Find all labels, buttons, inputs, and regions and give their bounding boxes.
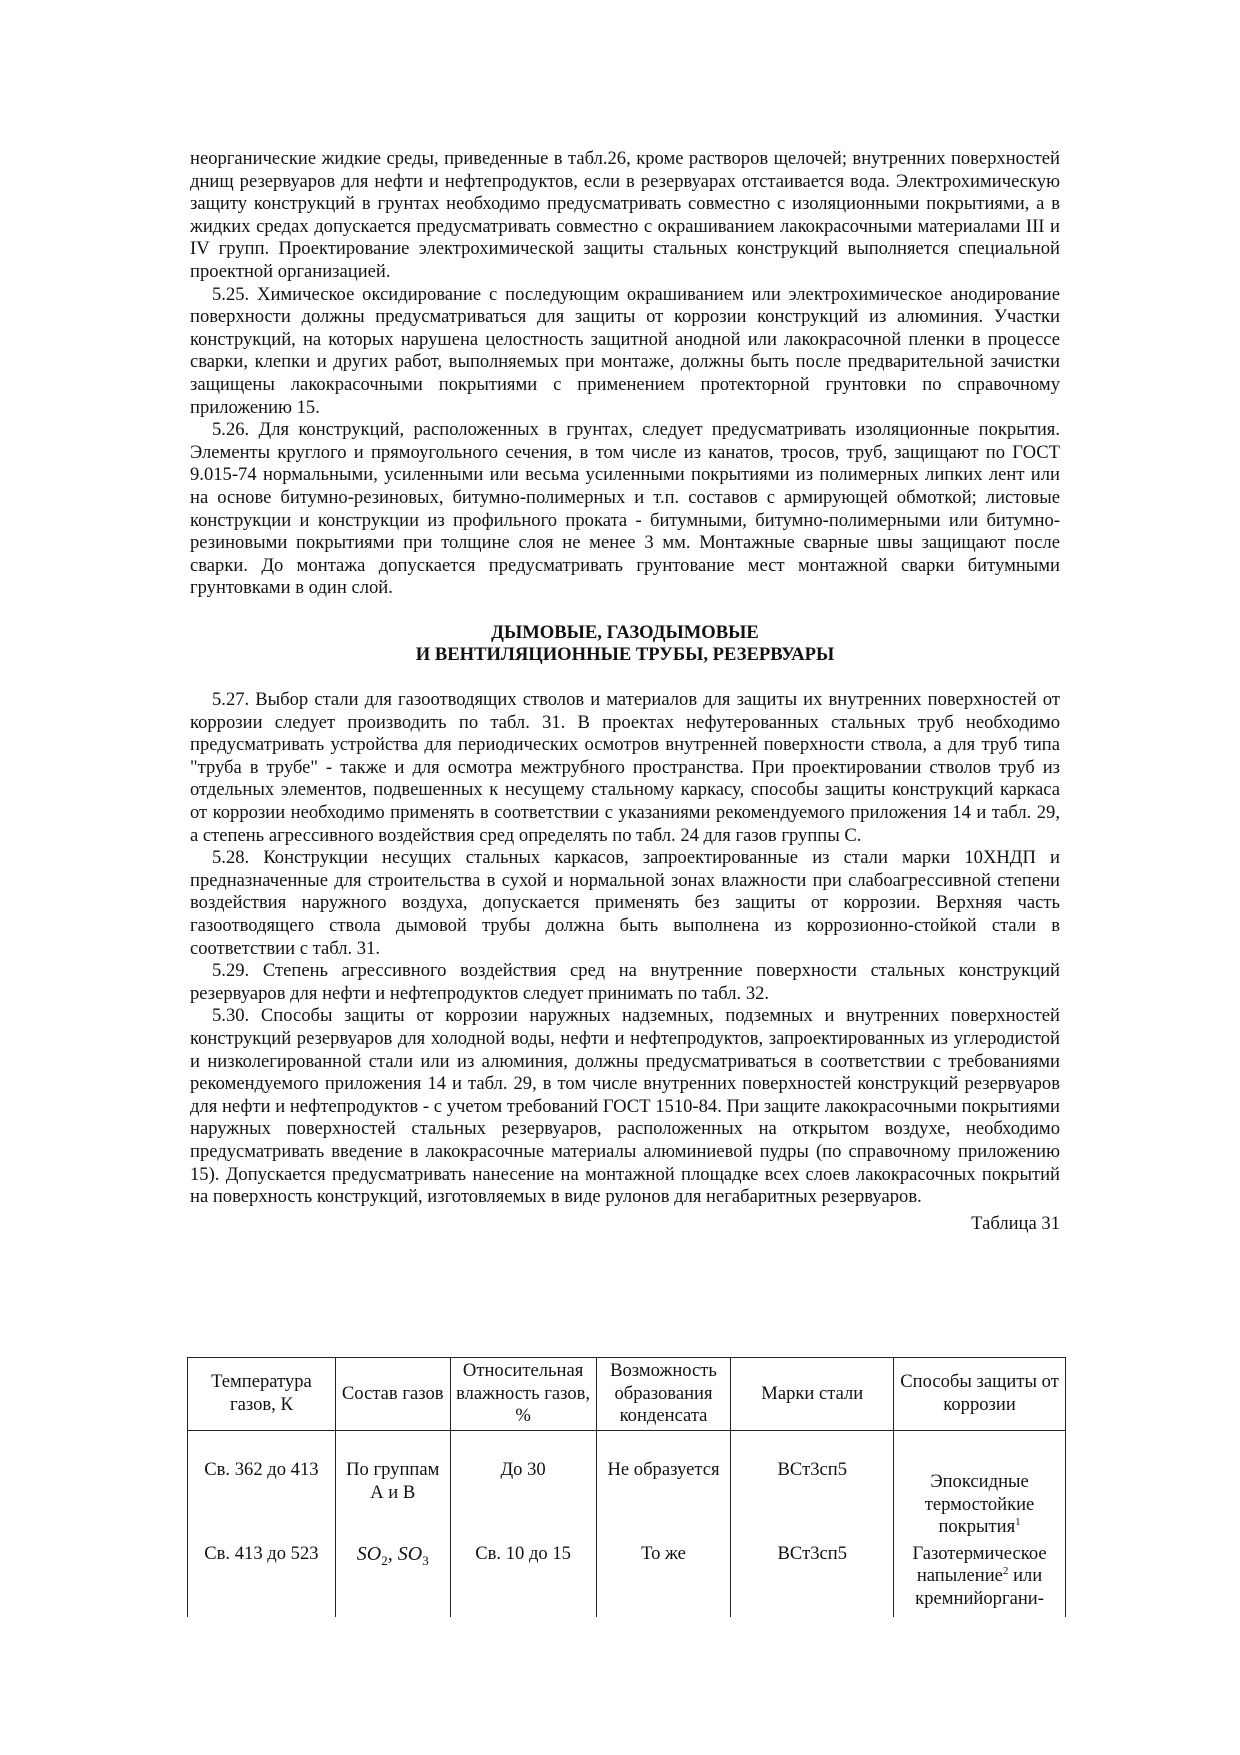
header-steel-grade: Марки стали (731, 1358, 894, 1431)
section-title-line2: И ВЕНТИЛЯЦИОННЫЕ ТРУБЫ, РЕЗЕРВУАРЫ (415, 644, 835, 666)
formula-so3: $SO_3$ (397, 1542, 429, 1568)
cell-humidity: Св. 10 до 15 (450, 1541, 596, 1617)
paragraph-5-28: 5.28. Конструкции несущих стальных каркасов, запроектированные из стали марки 10ХНДП и предназначенные для строительства в сухой и нормальной зонах влажности при слабоагрессивной степени воздействия наружного воздуха, допускается применять без защиты от коррозии. Верхняя часть газоотводящего ствола дымовой трубы должна быть выполнена из коррозионно-стойкой стали в соответствии с табл. 31. (190, 847, 1060, 959)
header-condensate: Возможность образования конденсата (596, 1358, 731, 1431)
paragraph-5-25: 5.25. Химическое оксидирование с последующим окрашиванием или электрохимическое анодирование поверхности должны предусматриваться для защиты от коррозии конструкций из алюминия. Участки конструкций, на которых нарушена целостность защитной анодной или лакокрасочной пленки в процессе сварки, клепки и других работ, выполняемых при монтаже, должны быть после предварительной зачистки защищены лакокрасочными покрытиями с применением протекторной грунтовки по справочному приложению 15. (190, 283, 1060, 418)
table-row (188, 1431, 1066, 1541)
paragraph-continuation: неорганические жидкие среды, приведенные в табл.26, кроме растворов щелочей; внутренних поверхностей днищ резервуаров для нефти и нефтепродуктов, если в резервуарах отстаивается вода. Электрохимическую защиту конструкций в грунтах необходимо предусматривать совместно с изоляционными покрытиями, а в жидких средах допускается предусматривать совместно с окрашиванием лакокрасочными материалами III и IV групп. Проектирование электрохимической защиты стальных конструкций выполняется специальной проектной организацией. (190, 148, 1060, 282)
cell-gas: По группам А и В (335, 1431, 450, 1541)
protection-text: Газотермическое напыление (912, 1542, 1047, 1587)
table-31 (187, 1357, 1066, 1617)
cell-protection (894, 1431, 1066, 1541)
formula-separator: , (387, 1542, 398, 1565)
section-title (190, 622, 1060, 667)
header-protection: Способы защиты от коррозии (894, 1358, 1066, 1431)
header-gas-composition: Состав газов (335, 1358, 450, 1431)
cell-condensate: Не образуется (596, 1431, 731, 1541)
table-caption: Таблица 31 (971, 1212, 1060, 1234)
document-page (190, 148, 1060, 1235)
protection-text: Эпоксидные термостойкие покрытия (924, 1471, 1035, 1538)
paragraph-5-29: 5.29. Степень агрессивного воздействия сред на внутренние поверхности стальных конструкций резервуаров для нефти и нефтепродуктов следует принимать по табл. 32. (190, 960, 1060, 1004)
footnote-marker: 1 (1015, 1516, 1021, 1528)
cell-steel: ВСт3сп5 (731, 1431, 894, 1541)
table-row (188, 1541, 1066, 1617)
paragraph-5-26: 5.26. Для конструкций, расположенных в грунтах, следует предусматривать изоляционные покрытия. Элементы круглого и прямоугольного сечения, в том числе из канатов, тросов, труб, защищают по ГОСТ 9.015-74 нормальными, усиленными или весьма усиленными покрытиями из полимерных липких лент или на основе битумно-резиновых, битумно-полимерных и т.п. составов с армирующей обмоткой; листовые конструкции и конструкции из профильного проката - битумными, битумно-полимерными или битумно-резиновыми покрытиями при толщине слоя не менее 3 мм. Монтажные сварные швы защищают после сварки. До монтажа допускается предусматривать грунтование мест монтажной сварки битумными грунтовками в один слой. (190, 419, 1060, 599)
formula-so2: $SO_2$ (356, 1542, 388, 1568)
cell-humidity: До 30 (450, 1431, 596, 1541)
cell-gas-formula (335, 1541, 450, 1617)
cell-temp: Св. 362 до 413 (188, 1431, 336, 1541)
cell-temp: Св. 413 до 523 (188, 1541, 336, 1617)
cell-condensate: То же (596, 1541, 731, 1617)
paragraph-5-30: 5.30. Способы защиты от коррозии наружных надземных, подземных и внутренних поверхностей конструкций резервуаров для холодной воды, нефти и нефтепродуктов, запроектированных из углеродистой и низколегированной стали или из алюминия, должны предусматриваться в соответствии с требованиями рекомендуемого приложения 14 и табл. 29, в том числе внутренних поверхностей конструкций резервуаров для нефти и нефтепродуктов - с учетом требований ГОСТ 1510-84. При защите лакокрасочными покрытиями наружных поверхностей стальных резервуаров, расположенных на открытом воздухе, необходимо предусматривать введение в лакокрасочные материалы алюминиевой пудры (по справочному приложению 15). Допускается предусматривать нанесение на монтажной площадке всех слоев лакокрасочных покрытий на поверхность конструкций, изготовляемых в виде рулонов для негабаритных резервуаров. (190, 1005, 1060, 1208)
header-humidity: Относительная влажность газов, % (450, 1358, 596, 1431)
footnote-marker: 2 (1002, 1565, 1009, 1578)
cell-protection (894, 1541, 1066, 1617)
cell-steel: ВСт3сп5 (731, 1541, 894, 1617)
table-header-row (188, 1358, 1066, 1431)
section-title-line1: ДЫМОВЫЕ, ГАЗОДЫМОВЫЕ (491, 621, 759, 643)
paragraph-5-27: 5.27. Выбор стали для газоотводящих стволов и материалов для защиты их внутренних поверхностей от коррозии следует производить по табл. 31. В проектах нефутерованных стальных труб необходимо предусматривать устройства для периодических осмотров внутренней поверхности ствола, а для труб типа "труба в трубе" - также и для осмотра межтрубного пространства. При проектировании стволов труб из отдельных элементов, подвешенных к несущему стальному каркасу, способы защиты конструкций каркаса от коррозии необходимо применять в соответствии с указаниями рекомендуемого приложения 14 и табл. 29, а степень агрессивного воздействия сред определять по табл. 24 для газов группы С. (190, 689, 1060, 846)
protection-text-cont: или кремнийоргани- (915, 1565, 1044, 1609)
header-temperature: Температура газов, К (188, 1358, 336, 1431)
